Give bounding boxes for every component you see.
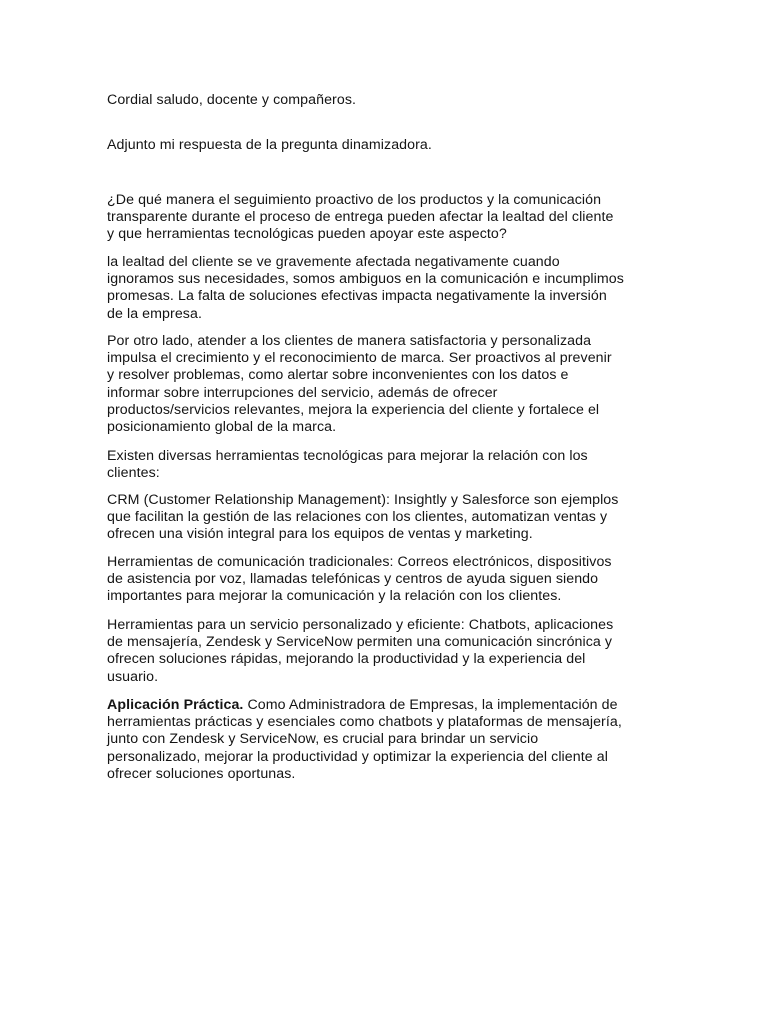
question-line: y que herramientas tecnológicas pueden apoyar este aspecto? (107, 226, 507, 243)
traditional-tools-paragraph (107, 554, 667, 606)
paragraph-line: personalizado, mejorar la productividad y optimizar la experiencia del cliente al (107, 748, 608, 765)
paragraph-line: herramientas prácticas y esenciales como chatbots y plataformas de mensajería, (107, 714, 622, 731)
paragraph-line: posicionamiento global de la marca. (107, 419, 337, 436)
paragraph-line: usuario. (107, 668, 159, 685)
intro-paragraph (107, 137, 667, 154)
paragraph-line: clientes: (107, 465, 160, 482)
paragraph-line: impulsa el crecimiento y el reconocimiento de marca. Ser proactivos al prevenir (107, 350, 612, 367)
crm-paragraph (107, 492, 667, 544)
paragraph-line: Herramientas de comunicación tradicionales: Correos electrónicos, dispositivos (107, 554, 612, 570)
paragraph-line: Por otro lado, atender a los clientes de manera satisfactoria y personalizada (107, 333, 592, 349)
practical-application-heading: Aplicación Práctica. (107, 697, 244, 713)
paragraph-line (107, 697, 667, 714)
paragraph-line: de la empresa. (107, 305, 202, 322)
paragraph-line: importantes para mejorar la comunicación y la relación con los clientes. (107, 588, 562, 605)
paragraph-line: ofrecen soluciones rápidas, mejorando la productividad y la experiencia del (107, 651, 586, 668)
paragraph-line: que facilitan la gestión de las relaciones con los clientes, automatizan ventas y (107, 509, 608, 526)
proactive-paragraph (107, 333, 667, 436)
paragraph-line: y resolver problemas, como alertar sobre inconvenientes con los datos e (107, 367, 569, 384)
loyalty-paragraph (107, 254, 667, 323)
question-paragraph (107, 192, 667, 244)
paragraph-line: productos/servicios relevantes, mejora la experiencia del cliente y fortalece el (107, 401, 600, 418)
paragraph-line: de mensajería, Zendesk y ServiceNow permiten una comunicación sincrónica y (107, 634, 613, 651)
greeting-paragraph (107, 92, 667, 109)
paragraph-line: ofrecer soluciones oportunas. (107, 765, 296, 782)
paragraph-line: de asistencia por voz, llamadas telefónicas y centros de ayuda siguen siendo (107, 571, 599, 588)
paragraph-line: Herramientas para un servicio personalizado y eficiente: Chatbots, aplicaciones (107, 617, 614, 633)
question-line: transparente durante el proceso de entrega pueden afectar la lealtad del cliente (107, 209, 614, 226)
paragraph-line: junto con Zendesk y ServiceNow, es crucial para brindar un servicio (107, 731, 539, 748)
paragraph-line: informar sobre interrupciones del servicio, además de ofrecer (107, 384, 498, 401)
paragraph-line: la lealtad del cliente se ve gravemente afectada negativamente cuando (107, 254, 560, 270)
paragraph-line: Existen diversas herramientas tecnológicas para mejorar la relación con los (107, 448, 588, 464)
paragraph-line: CRM (Customer Relationship Management): Insightly y Salesforce son ejemplos (107, 492, 619, 508)
practical-application-text: Como Administradora de Empresas, la implementación de (243, 697, 618, 713)
paragraph-line: ignoramos sus necesidades, somos ambiguos en la comunicación e incumplimos (107, 271, 624, 288)
intro-text: Adjunto mi respuesta de la pregunta dinamizadora. (107, 137, 432, 153)
question-line: ¿De qué manera el seguimiento proactivo de los productos y la comunicación (107, 192, 602, 208)
tools-intro-paragraph (107, 448, 667, 482)
personalized-service-paragraph (107, 617, 667, 686)
practical-application-paragraph (107, 697, 667, 783)
paragraph-line: promesas. La falta de soluciones efectivas impacta negativamente la inversión (107, 288, 607, 305)
paragraph-line: ofrecen una visión integral para los equipos de ventas y marketing. (107, 526, 533, 543)
greeting-text: Cordial saludo, docente y compañeros. (107, 92, 357, 108)
